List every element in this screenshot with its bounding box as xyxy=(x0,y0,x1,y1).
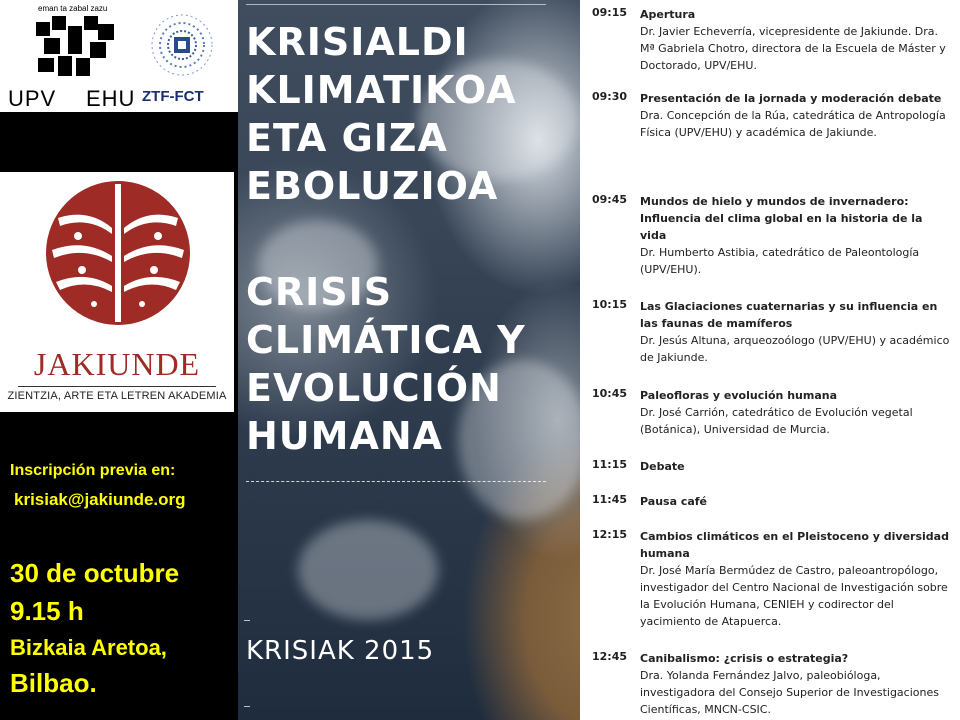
jakiunde-logo-block xyxy=(0,172,234,412)
university-logos xyxy=(0,0,238,112)
jakiunde-emblem-icon xyxy=(38,178,198,328)
agenda-title: Paleofloras y evolución humana xyxy=(640,389,838,402)
agenda-time: 11:15 xyxy=(592,458,628,471)
poster xyxy=(238,0,580,720)
agenda-title: Debate xyxy=(640,460,685,473)
cloud-shape xyxy=(298,520,438,620)
poster-title-line: CRISIS xyxy=(246,270,393,314)
poster-tick xyxy=(244,706,250,707)
agenda-time: 10:45 xyxy=(592,387,628,400)
poster-title-spanish xyxy=(246,268,526,460)
agenda-time: 10:15 xyxy=(592,298,628,311)
agenda-speaker: Dr. José María Bermúdez de Castro, paleoantropólogo, investigador del Centro Nacional de Investigación sobre la Evolución Humana, CENIEH y codirector del yacimiento de Atapuerca. xyxy=(640,564,948,628)
poster-title-line: ETA GIZA xyxy=(246,116,448,160)
upv-label: UPV xyxy=(8,86,57,111)
event-venue: Bizkaia Aretoa, xyxy=(10,635,167,660)
event-date: 30 de octubre xyxy=(10,558,180,588)
event-hour: 9.15 h xyxy=(10,596,84,626)
agenda-title: Cambios climáticos en el Pleistoceno y diversidad humana xyxy=(640,530,949,560)
agenda-time: 09:15 xyxy=(592,6,628,19)
jakiunde-name: JAKIUNDE xyxy=(33,346,201,382)
inscription-email[interactable]: krisiak@jakiunde.org xyxy=(14,490,186,509)
agenda-title: Mundos de hielo y mundos de invernadero: Influencia del clima global en la historia de la vida xyxy=(640,195,923,242)
agenda-time: 12:45 xyxy=(592,650,628,663)
agenda-title: Presentación de la jornada y moderación debate xyxy=(640,92,942,105)
poster-title-basque xyxy=(246,18,517,210)
poster-title-line: EVOLUCIÓN xyxy=(246,366,502,410)
poster-tick xyxy=(244,620,250,621)
agenda-speaker: Dr. Jesús Altuna, arqueozoólogo (UPV/EHU) y académico de Jakiunde. xyxy=(640,334,950,364)
poster-title-line: CLIMÁTICA Y xyxy=(246,318,526,362)
agenda-speaker: Dr. Javier Echeverría, vicepresidente de Jakiunde. Dra. Mª Gabriela Chotro, directora de la Escuela de Máster y Doctorado, UPV/EHU. xyxy=(640,25,946,72)
agenda-time: 12:15 xyxy=(592,528,628,541)
agenda-title: Las Glaciaciones cuaternarias y su influencia en las faunas de mamíferos xyxy=(640,300,938,330)
poster-title-line: KRISIALDI xyxy=(246,20,469,64)
upv-tagline: eman ta zabal zazu xyxy=(38,4,108,13)
jakiunde-subtitle: ZIENTZIA, ARTE ETA LETREN AKADEMIA xyxy=(7,390,227,402)
agenda-time: 09:45 xyxy=(592,193,628,206)
agenda-title: Apertura xyxy=(640,8,696,21)
left-column xyxy=(0,0,238,720)
poster-dashed-rule xyxy=(246,481,546,482)
agenda-speaker: Dr. Humberto Astibia, catedrático de Paleontología (UPV/EHU). xyxy=(640,246,920,276)
poster-top-rule xyxy=(246,4,546,5)
agenda-time: 09:30 xyxy=(592,90,628,103)
poster-footer: KRISIAK 2015 xyxy=(246,636,435,666)
jakiunde-divider xyxy=(18,386,216,387)
agenda-time: 11:45 xyxy=(592,493,628,506)
agenda-speaker: Dr. José Carrión, catedrático de Evolución vegetal (Botánica), Universidad de Murcia. xyxy=(640,406,913,436)
agenda-title: Canibalismo: ¿crisis o estrategia? xyxy=(640,652,849,665)
ztf-fct-label: ZTF-FCT xyxy=(142,88,204,105)
agenda-speaker: Dra. Concepción de la Rúa, catedrática de Antropología Física (UPV/EHU) y académica de Jakiunde. xyxy=(640,109,946,139)
upv-ehu-logo-icon xyxy=(36,16,116,78)
agenda-panel xyxy=(580,0,960,720)
event-city: Bilbao. xyxy=(10,668,97,698)
poster-title-line: KLIMATIKOA xyxy=(246,68,517,112)
agenda-speaker: Dra. Yolanda Fernández Jalvo, paleobióloga, investigadora del Consejo Superior de Investigaciones Científicas, MNCN-CSIC. xyxy=(640,669,939,716)
ztf-fct-logo-icon xyxy=(140,10,224,80)
inscription-label: Inscripción previa en: xyxy=(10,462,176,479)
agenda-title: Pausa café xyxy=(640,495,708,508)
ehu-label: EHU xyxy=(86,86,136,111)
poster-title-line: EBOLUZIOA xyxy=(246,164,499,208)
poster-title-line: HUMANA xyxy=(246,414,444,458)
